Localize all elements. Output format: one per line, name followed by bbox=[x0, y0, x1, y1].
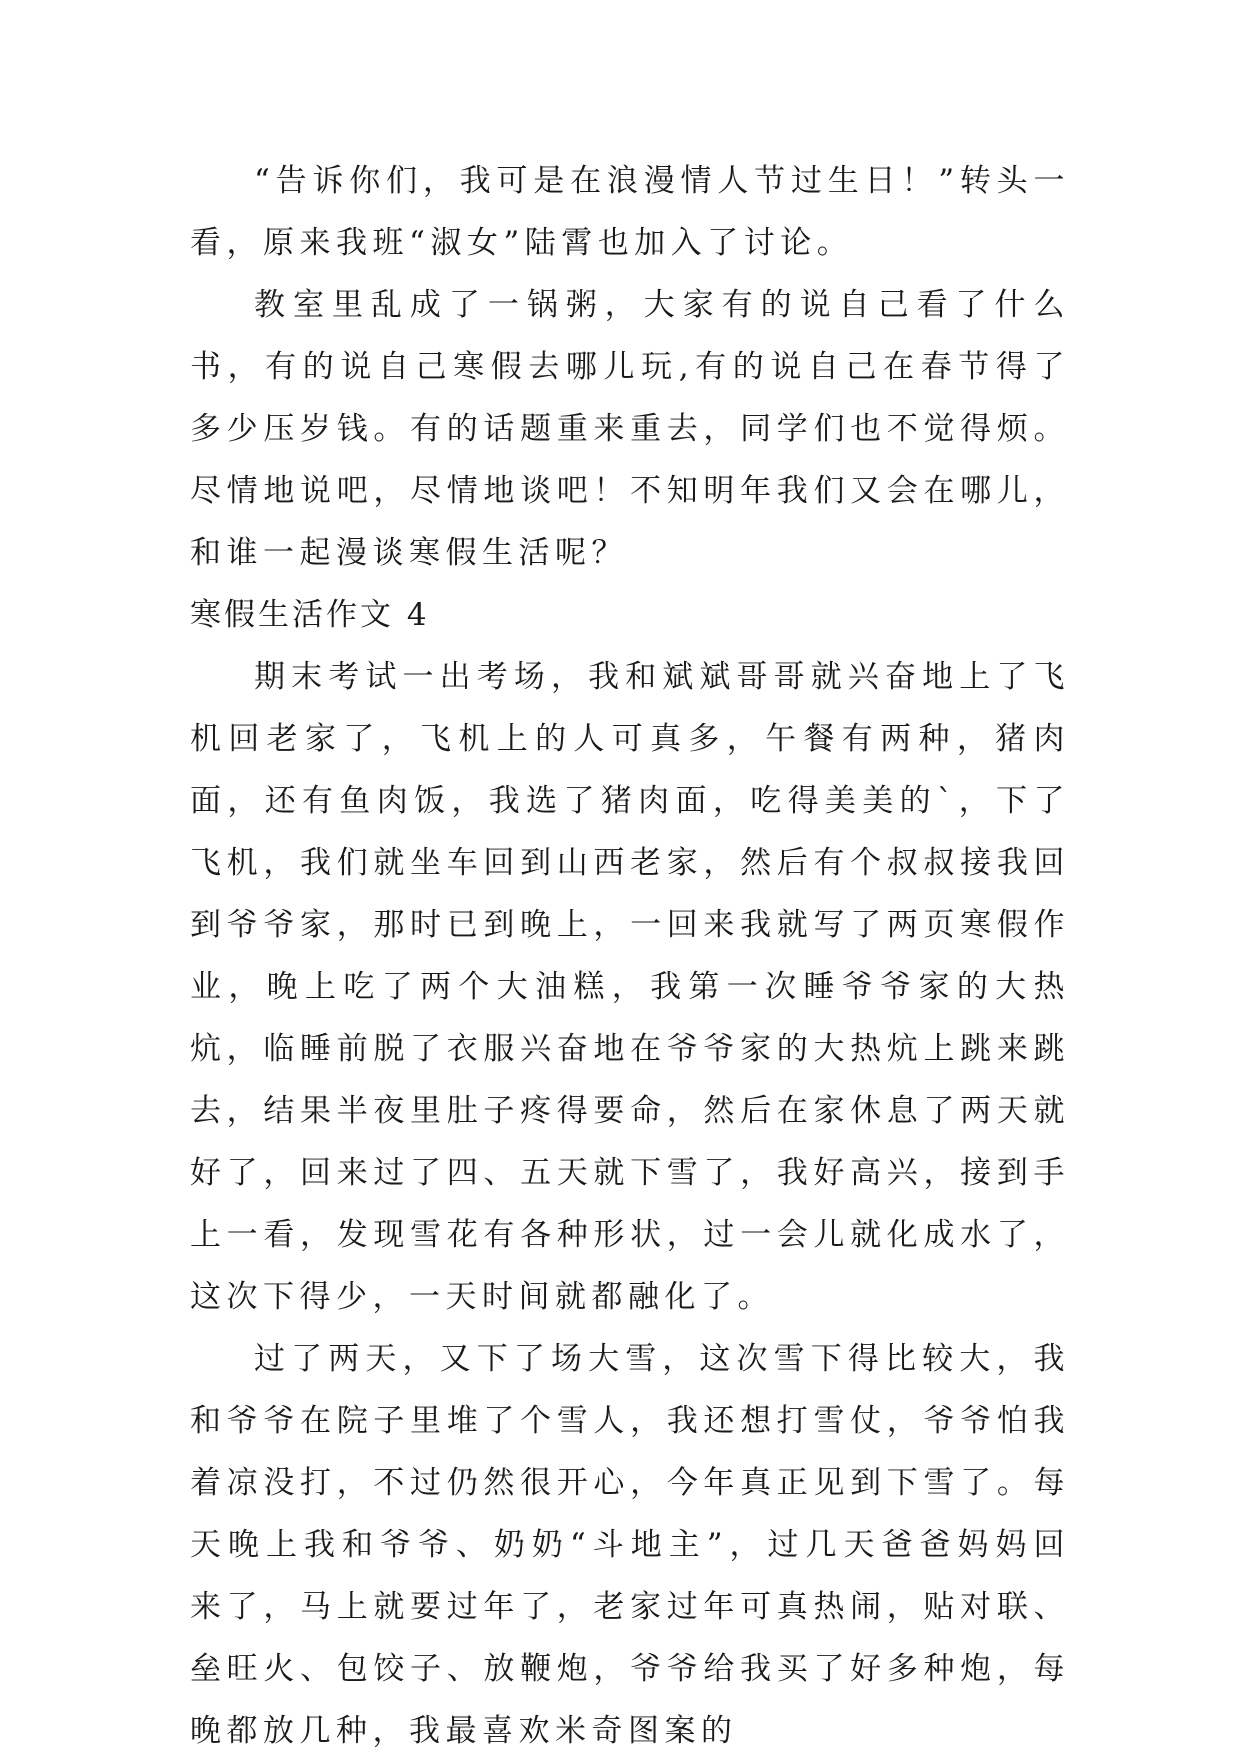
paragraph-2: 教室里乱成了一锅粥，大家有的说自己看了什么书，有的说自己寒假去哪儿玩,有的说自己在春节得了多少压岁钱。有的话题重来重去，同学们也不觉得烦。尽情地说吧，尽情地谈吧！不知明年我们又会在哪儿，和谁一起漫谈寒假生活呢？ bbox=[190, 287, 1070, 571]
document-body bbox=[190, 150, 1070, 1762]
paragraph-4: 过了两天，又下了场大雪，这次雪下得比较大，我和爷爷在院子里堆了个雪人，我还想打雪仗，爷爷怕我着凉没打，不过仍然很开心，今年真正见到下雪了。每天晚上我和爷爷、奶奶“斗地主”，过几天爸爸妈妈回来了，马上就要过年了，老家过年可真热闹，贴对联、垒旺火、包饺子、放鞭炮，爷爷给我买了好多种炮，每晚都放几种，我最喜欢米奇图案的 bbox=[190, 1341, 1070, 1749]
section-heading: 寒假生活作文 4 bbox=[190, 597, 430, 633]
paragraph-1: “告诉你们，我可是在浪漫情人节过生日！”转头一看，原来我班“淑女”陆霄也加入了讨论。 bbox=[190, 163, 1070, 261]
paragraph-3: 期末考试一出考场，我和斌斌哥哥就兴奋地上了飞机回老家了，飞机上的人可真多，午餐有两种，猪肉面，还有鱼肉饭，我选了猪肉面，吃得美美的`，下了飞机，我们就坐车回到山西老家，然后有个叔叔接我回到爷爷家，那时已到晚上，一回来我就写了两页寒假作业，晚上吃了两个大油糕，我第一次睡爷爷家的大热炕，临睡前脱了衣服兴奋地在爷爷家的大热炕上跳来跳去，结果半夜里肚子疼得要命，然后在家休息了两天就好了，回来过了四、五天就下雪了，我好高兴，接到手上一看，发现雪花有各种形状，过一会儿就化成水了，这次下得少，一天时间就都融化了。 bbox=[190, 659, 1070, 1315]
